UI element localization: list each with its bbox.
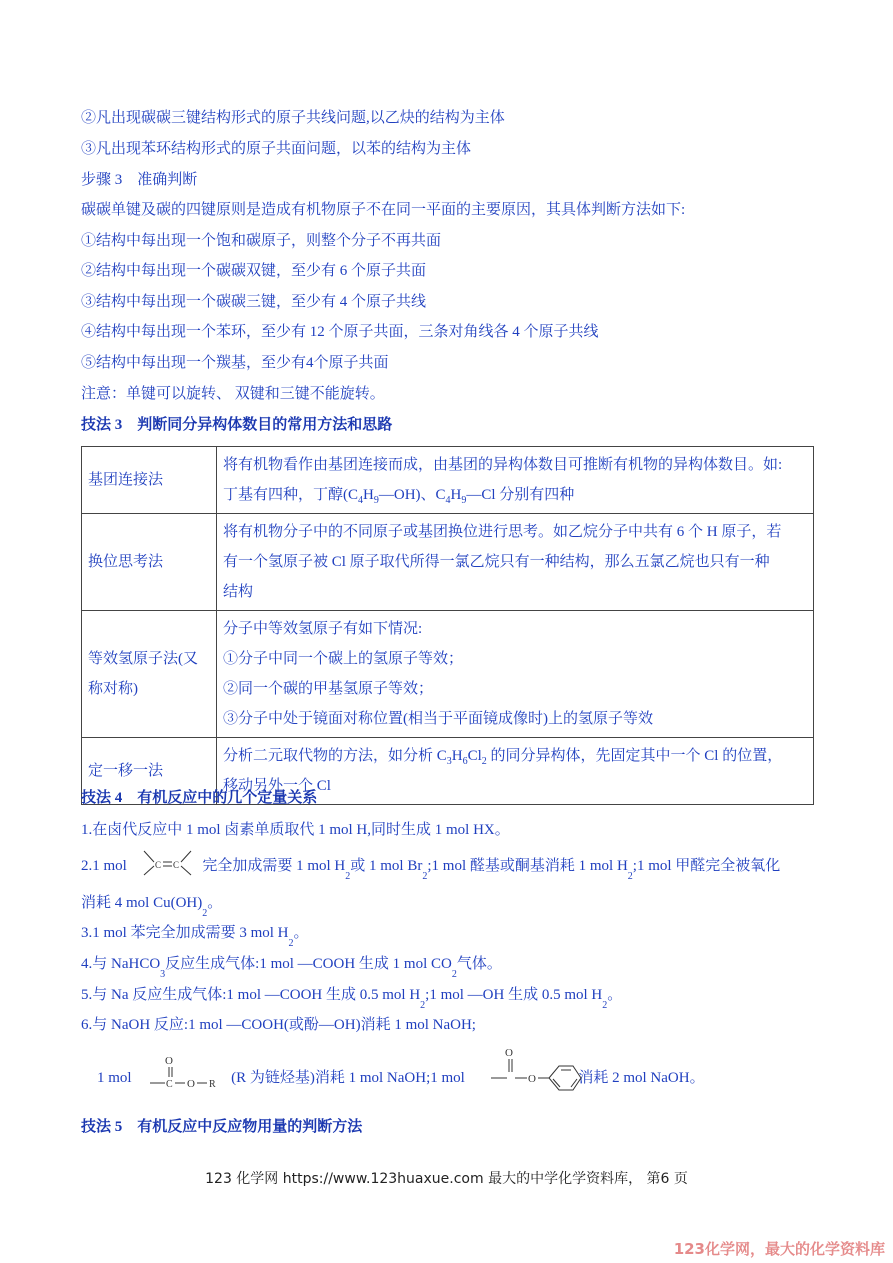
- ester-o: O: [187, 1078, 195, 1090]
- ester-c: C: [166, 1079, 173, 1090]
- heading-technique-3: 技法 3 判断同分异构体数目的常用方法和思路: [81, 417, 393, 433]
- ester-structure: [144, 1050, 228, 1092]
- table-row: [82, 611, 814, 738]
- desc-text: 结构: [223, 584, 254, 600]
- line-7: ③结构中每出现一个碳碳三键，至少有 4 个原子共线: [81, 294, 427, 310]
- alkene-c2: C: [173, 860, 180, 870]
- line-1: ②凡出现碳碳三键结构形式的原子共线问题,以乙炔的结构为主体: [81, 110, 505, 126]
- table-row: [82, 447, 814, 514]
- ester-carbonyl-o: O: [165, 1055, 173, 1067]
- rule-2-cont: 消耗 4 mol $Cu(OH)_2$。: [81, 895, 223, 919]
- method-desc: [217, 447, 814, 514]
- phenyl-ester-o: O: [528, 1073, 536, 1085]
- desc-text: ①分子中同一个碳上的氢原子等效；: [223, 651, 464, 667]
- line-10: 注意：单键可以旋转、 双键和三键不能旋转。: [81, 386, 385, 402]
- phenyl-ester-structure: [489, 1042, 589, 1108]
- desc-text: 移动另外一个 Cl: [223, 778, 331, 794]
- method-name: 换位思考法: [82, 514, 217, 611]
- rule-1: 1.在卤代反应中 1 mol 卤素单质取代 1 mol H,同时生成 1 mol HX。: [81, 822, 510, 838]
- desc-text: 将有机物分子中的不同原子或基团换位进行思考。如乙烷分子中共有 6 个 H 原子，若: [223, 524, 782, 540]
- table-row: [82, 514, 814, 611]
- line-9: ⑤结构中每出现一个羰基，至少有4个原子共面: [81, 355, 389, 371]
- rule-2: 2.1 mol 完全加成需要 1 mol $H_2$或 1 mol $Br_2;1$ mol 醛基或酮基消耗 1 mol $H_2;1$ mol 甲醛完全被氧化: [81, 858, 781, 882]
- isomer-methods-table: [81, 446, 814, 805]
- desc-text: 将有机物看作由基团连接而成，由基团的异构体数目可推断有机物的异构体数目。如:: [223, 457, 783, 473]
- desc-text: ②同一个碳的甲基氢原子等效；: [223, 681, 434, 697]
- rule-7: 1 mol (R 为链烃基)消耗 1 mol NaOH;1 mol 消耗 2 mol NaOH。: [97, 1070, 705, 1086]
- page-footer: 123 化学网 https://www.123huaxue.com 最大的中学化学资料库， 第6 页: [205, 1171, 688, 1187]
- line-8: ④结构中每出现一个苯环，至少有 12 个原子共面，三条对角线各 4 个原子共线: [81, 324, 599, 340]
- heading-technique-4: 技法 4 有机反应中的几个定量关系: [81, 790, 318, 806]
- line-6: ②结构中每出现一个碳碳双键，至少有 6 个原子共面: [81, 263, 427, 279]
- method-name: 等效氢原子法(又 称对称): [82, 611, 217, 738]
- heading-technique-5: 技法 5 有机反应中反应物用量的判断方法: [81, 1119, 363, 1135]
- desc-text: 分析二元取代物的方法，如分析 $C_3H_6Cl_2$ 的同分异构体，先固定其中一个 Cl 的位置，: [223, 748, 783, 767]
- desc-text: 丁基有四种，丁醇$(C_4H_9—OH)$、$C_4H_9—Cl$ 分别有四种: [223, 487, 575, 506]
- line-4: 碳碳单键及碳的四键原则是造成有机物原子不在同一平面的主要原因，其具体判断方法如下:: [81, 202, 686, 218]
- line-3: 步骤 3 准确判断: [81, 172, 198, 188]
- rule-4: 4.与 NaHCO$_3$反应生成气体:1 mol —COOH 生成 1 mol $CO_2$气体。: [81, 956, 502, 980]
- rule-6: 6.与 NaOH 反应:1 mol —COOH(或酚—OH)消耗 1 mol NaOH;: [81, 1017, 476, 1033]
- desc-text: 有一个氢原子被 Cl 原子取代所得一氯乙烷只有一种结构，那么五氯乙烷也只有一种: [223, 554, 770, 570]
- method-name: 基团连接法: [82, 447, 217, 514]
- line-5: ①结构中每出现一个饱和碳原子，则整个分子不再共面: [81, 233, 442, 249]
- rule-5: 5.与 Na 反应生成气体:1 mol —COOH 生成 0.5 mol $H_2;1$ mol —OH 生成 0.5 mol $H_2$。: [81, 987, 623, 1011]
- phenyl-carbonyl-o: O: [505, 1047, 513, 1059]
- watermark: 123化学网，最大的化学资料库: [673, 1240, 885, 1258]
- alkene-c1: C: [155, 860, 162, 870]
- rule-3: 3.1 mol 苯完全加成需要 3 mol $H_2$。: [81, 925, 309, 949]
- alkene-structure: [140, 848, 196, 882]
- method-desc: [217, 514, 814, 611]
- method-name: 定一移一法: [82, 738, 217, 805]
- desc-text: 分子中等效氢原子有如下情况:: [223, 621, 423, 637]
- desc-text: ③分子中处于镜面对称位置(相当于平面镜成像时)上的氢原子等效: [223, 711, 653, 727]
- line-2: ③凡出现苯环结构形式的原子共面问题，以苯的结构为主体: [81, 141, 472, 157]
- method-desc: [217, 611, 814, 738]
- ester-r: R: [209, 1079, 216, 1090]
